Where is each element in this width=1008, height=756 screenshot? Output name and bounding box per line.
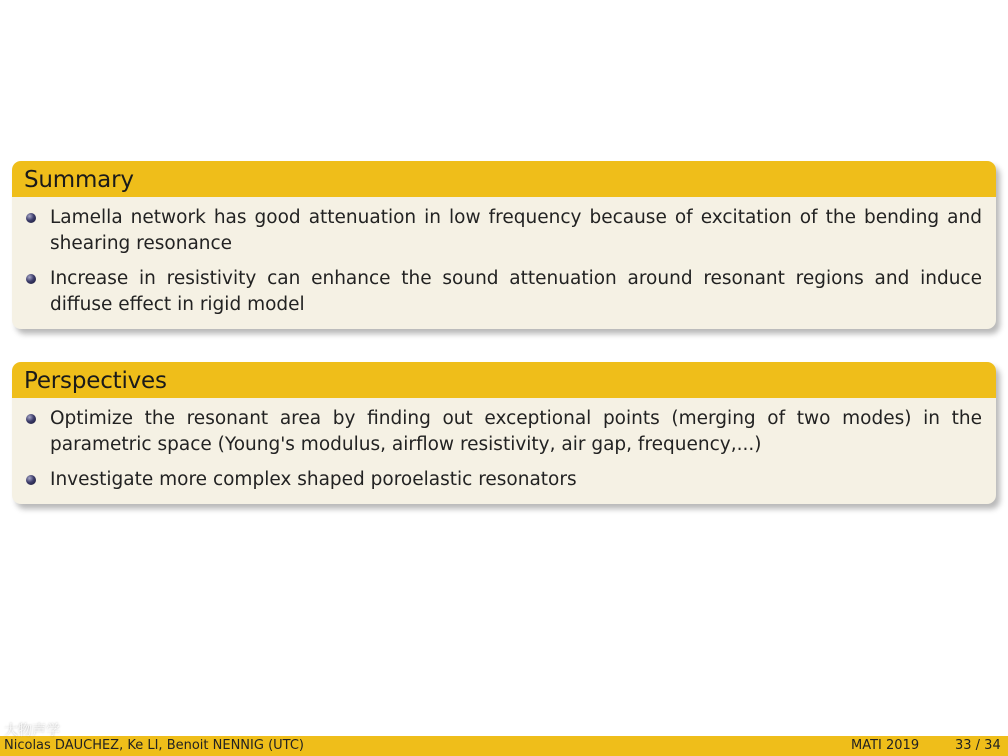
footer-page-number: 33 / 34 — [955, 738, 1001, 753]
summary-item — [50, 266, 982, 318]
slide-footer — [0, 736, 1008, 756]
perspectives-list — [12, 398, 996, 501]
bullet-icon — [26, 274, 36, 284]
summary-item-text: Increase in resistivity can enhance the sound attenuation around resonant regions and induce diffuse effect in rigid model — [50, 268, 982, 315]
bullet-icon — [26, 414, 36, 424]
watermark: 大物声学 — [4, 723, 60, 739]
perspectives-item-text: Investigate more complex shaped poroelastic resonators — [50, 469, 577, 490]
perspectives-item — [50, 406, 982, 458]
summary-block — [12, 161, 996, 329]
footer-conference: MATI 2019 — [851, 738, 920, 753]
perspectives-block — [12, 362, 996, 504]
bullet-icon — [26, 213, 36, 223]
perspectives-item — [50, 467, 982, 493]
footer-authors: Nicolas DAUCHEZ, Ke LI, Benoit NENNIG (UTC) — [4, 738, 304, 753]
perspectives-title: Perspectives — [12, 362, 996, 398]
summary-list — [12, 197, 996, 326]
bullet-icon — [26, 475, 36, 485]
summary-item-text: Lamella network has good attenuation in low frequency because of excitation of the bending and shearing resonance — [50, 207, 982, 254]
perspectives-item-text: Optimize the resonant area by finding out exceptional points (merging of two modes) in the parametric space (Young's modulus, airflow resistivity, air gap, frequency,...) — [50, 408, 982, 455]
summary-item — [50, 205, 982, 257]
summary-title: Summary — [12, 161, 996, 197]
